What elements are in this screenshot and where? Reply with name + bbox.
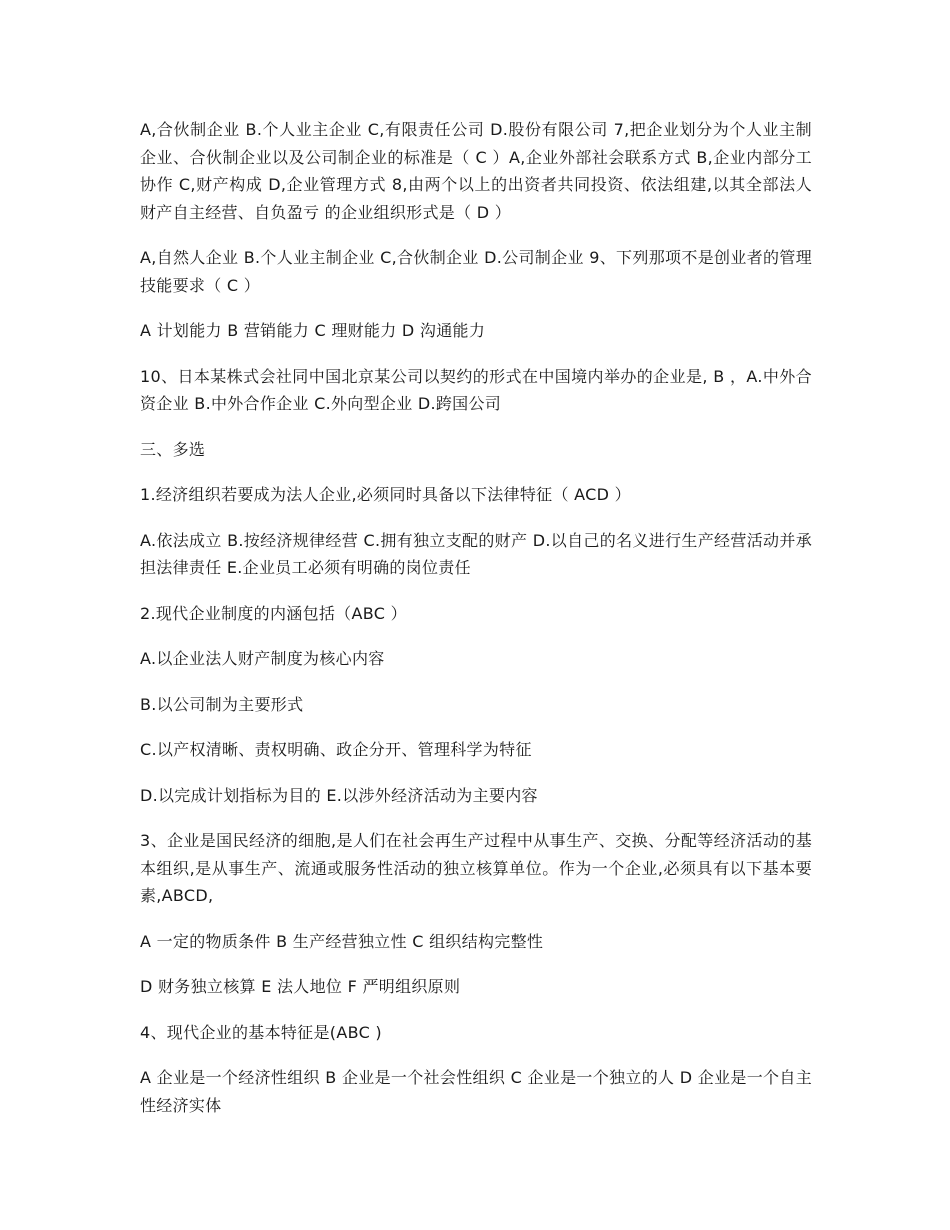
paragraph-3: A 计划能力 B 营销能力 C 理财能力 D 沟通能力 [140, 321, 486, 340]
paragraph-7: A.依法成立 B.按经济规律经营 C.拥有独立支配的财产 D.以自己的名义进行生产经营活动并承担法律责任 E.企业员工必须有明确的岗位责任 [140, 530, 812, 577]
paragraph-2: A,自然人企业 B.个人业主制企业 C,合伙制企业 D.公司制企业 9、下列那项不是创业者的管理技能要求（ C ） [140, 248, 812, 295]
section-heading: 三、多选 [140, 439, 206, 459]
paragraph-13: 3、企业是国民经济的细胞,是人们在社会再生产过程中从事生产、交换、分配等经济活动的基本组织,是从事生产、流通或服务性活动的独立核算单位。作为一个企业,必须具有以下基本要素,ABCD, [140, 831, 812, 905]
paragraph-15: D 财务独立核算 E 法人地位 F 严明组织原则 [140, 977, 461, 996]
paragraph-10: B.以公司制为主要形式 [140, 694, 304, 714]
paragraph-4: 10、日本某株式会社同中国北京某公司以契约的形式在中国境内举办的企业是, B ，A.中外合资企业 B.中外合作企业 C.外向型企业 D.跨国公司 [140, 366, 812, 413]
paragraph-6: 1.经济组织若要成为法人企业,必须同时具备以下法律特征（ ACD ） [140, 485, 631, 504]
paragraph-12: D.以完成计划指标为目的 E.以涉外经济活动为主要内容 [140, 785, 538, 805]
paragraph-17: A 企业是一个经济性组织 B 企业是一个社会性组织 C 企业是一个独立的人 D 企业是一个自主性经济实体 [140, 1068, 812, 1115]
paragraph-16: 4、现代企业的基本特征是(ABC ) [140, 1022, 382, 1042]
paragraph-11: C.以产权清晰、责权明确、政企分开、管理科学为特征 [140, 740, 532, 759]
paragraph-8: 2.现代企业制度的内涵包括（ABC ） [140, 603, 407, 623]
paragraph-14: A 一定的物质条件 B 生产经营独立性 C 组织结构完整性 [140, 931, 544, 951]
paragraph-9: A.以企业法人财产制度为核心内容 [140, 649, 385, 668]
paragraph-1: A,合伙制企业 B.个人业主企业 C,有限责任公司 D.股份有限公司 7,把企业划分为个人业主制企业、合伙制企业以及公司制企业的标准是（ C ）A,企业外部社会联系方式 B,企业内部分工协作 C,财产构成 D,企业管理方式 8,由两个以上的出资者共同投资、依法组建,以其全部法人财产自主经营、自负盈亏 的企业组织形式是（ D ） [140, 120, 812, 222]
document-page [140, 116, 812, 1137]
